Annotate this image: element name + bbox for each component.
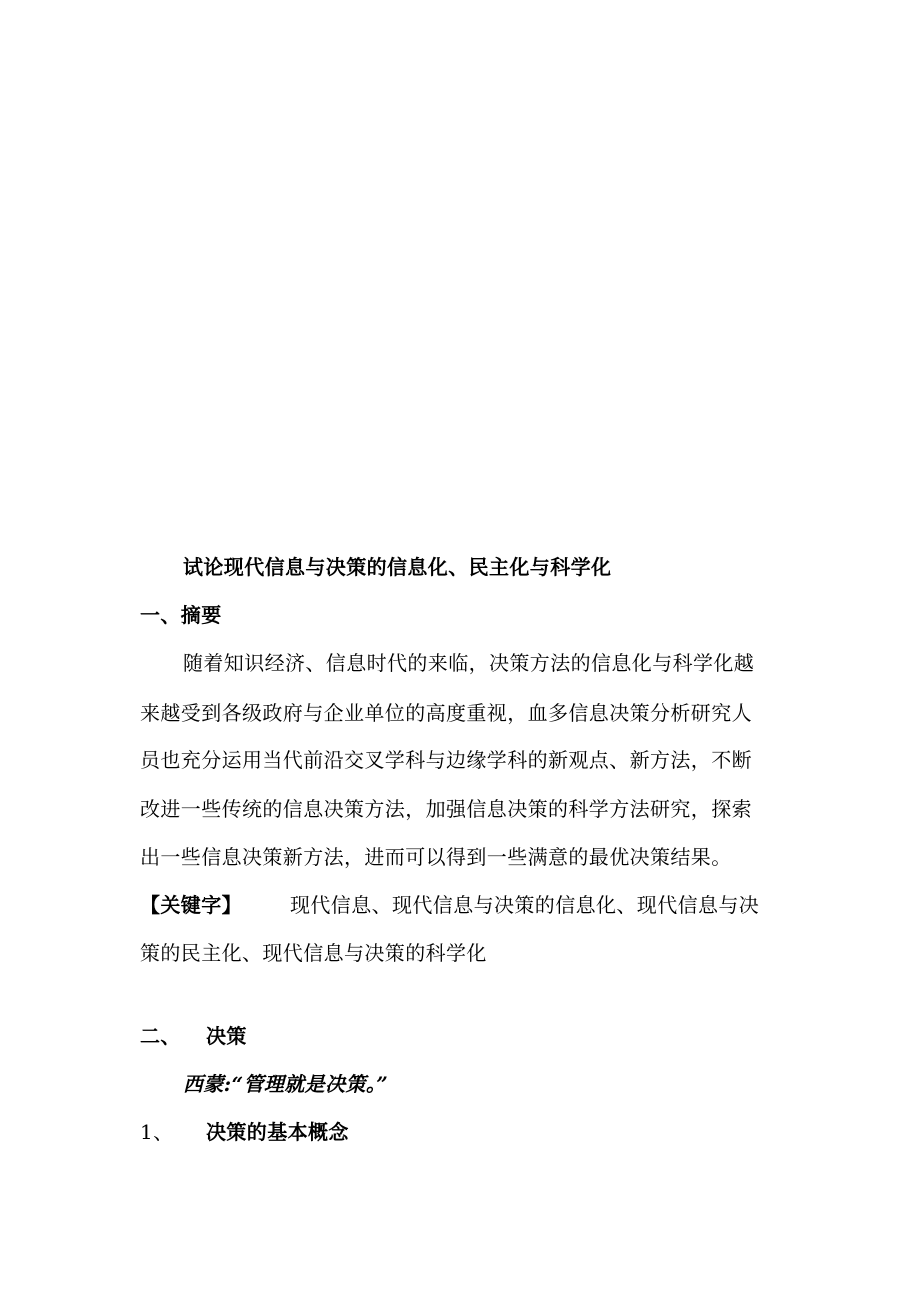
subsection-number: 1、 bbox=[140, 1120, 174, 1144]
keywords-text: 现代信息、现代信息与决策的信息化、现代信息与决 bbox=[290, 893, 760, 917]
section-heading-abstract: 一、摘要 bbox=[140, 603, 222, 627]
abstract-line: 改进一些传统的信息决策方法，加强信息决策的科学方法研究，探索 bbox=[140, 797, 752, 821]
keywords-label: 【关键字】 bbox=[140, 893, 242, 917]
abstract-line: 随着知识经济、信息时代的来临，决策方法的信息化与科学化越 bbox=[183, 651, 755, 675]
abstract-line: 出一些信息决策新方法，进而可以得到一些满意的最优决策结果。 bbox=[140, 845, 732, 869]
abstract-line: 来越受到各级政府与企业单位的高度重视，血多信息决策分析研究人 bbox=[140, 701, 752, 725]
subsection-heading: 决策的基本概念 bbox=[206, 1120, 349, 1144]
abstract-line: 员也充分运用当代前沿交叉学科与边缘学科的新观点、新方法，不断 bbox=[140, 748, 752, 772]
simon-quote: 西蒙:“管理就是决策。” bbox=[183, 1072, 389, 1096]
section-heading-decision: 决策 bbox=[206, 1024, 247, 1048]
keywords-text: 策的民主化、现代信息与决策的科学化 bbox=[140, 941, 487, 965]
document-title: 试论现代信息与决策的信息化、民主化与科学化 bbox=[183, 555, 612, 579]
section-number: 二、 bbox=[140, 1024, 181, 1048]
